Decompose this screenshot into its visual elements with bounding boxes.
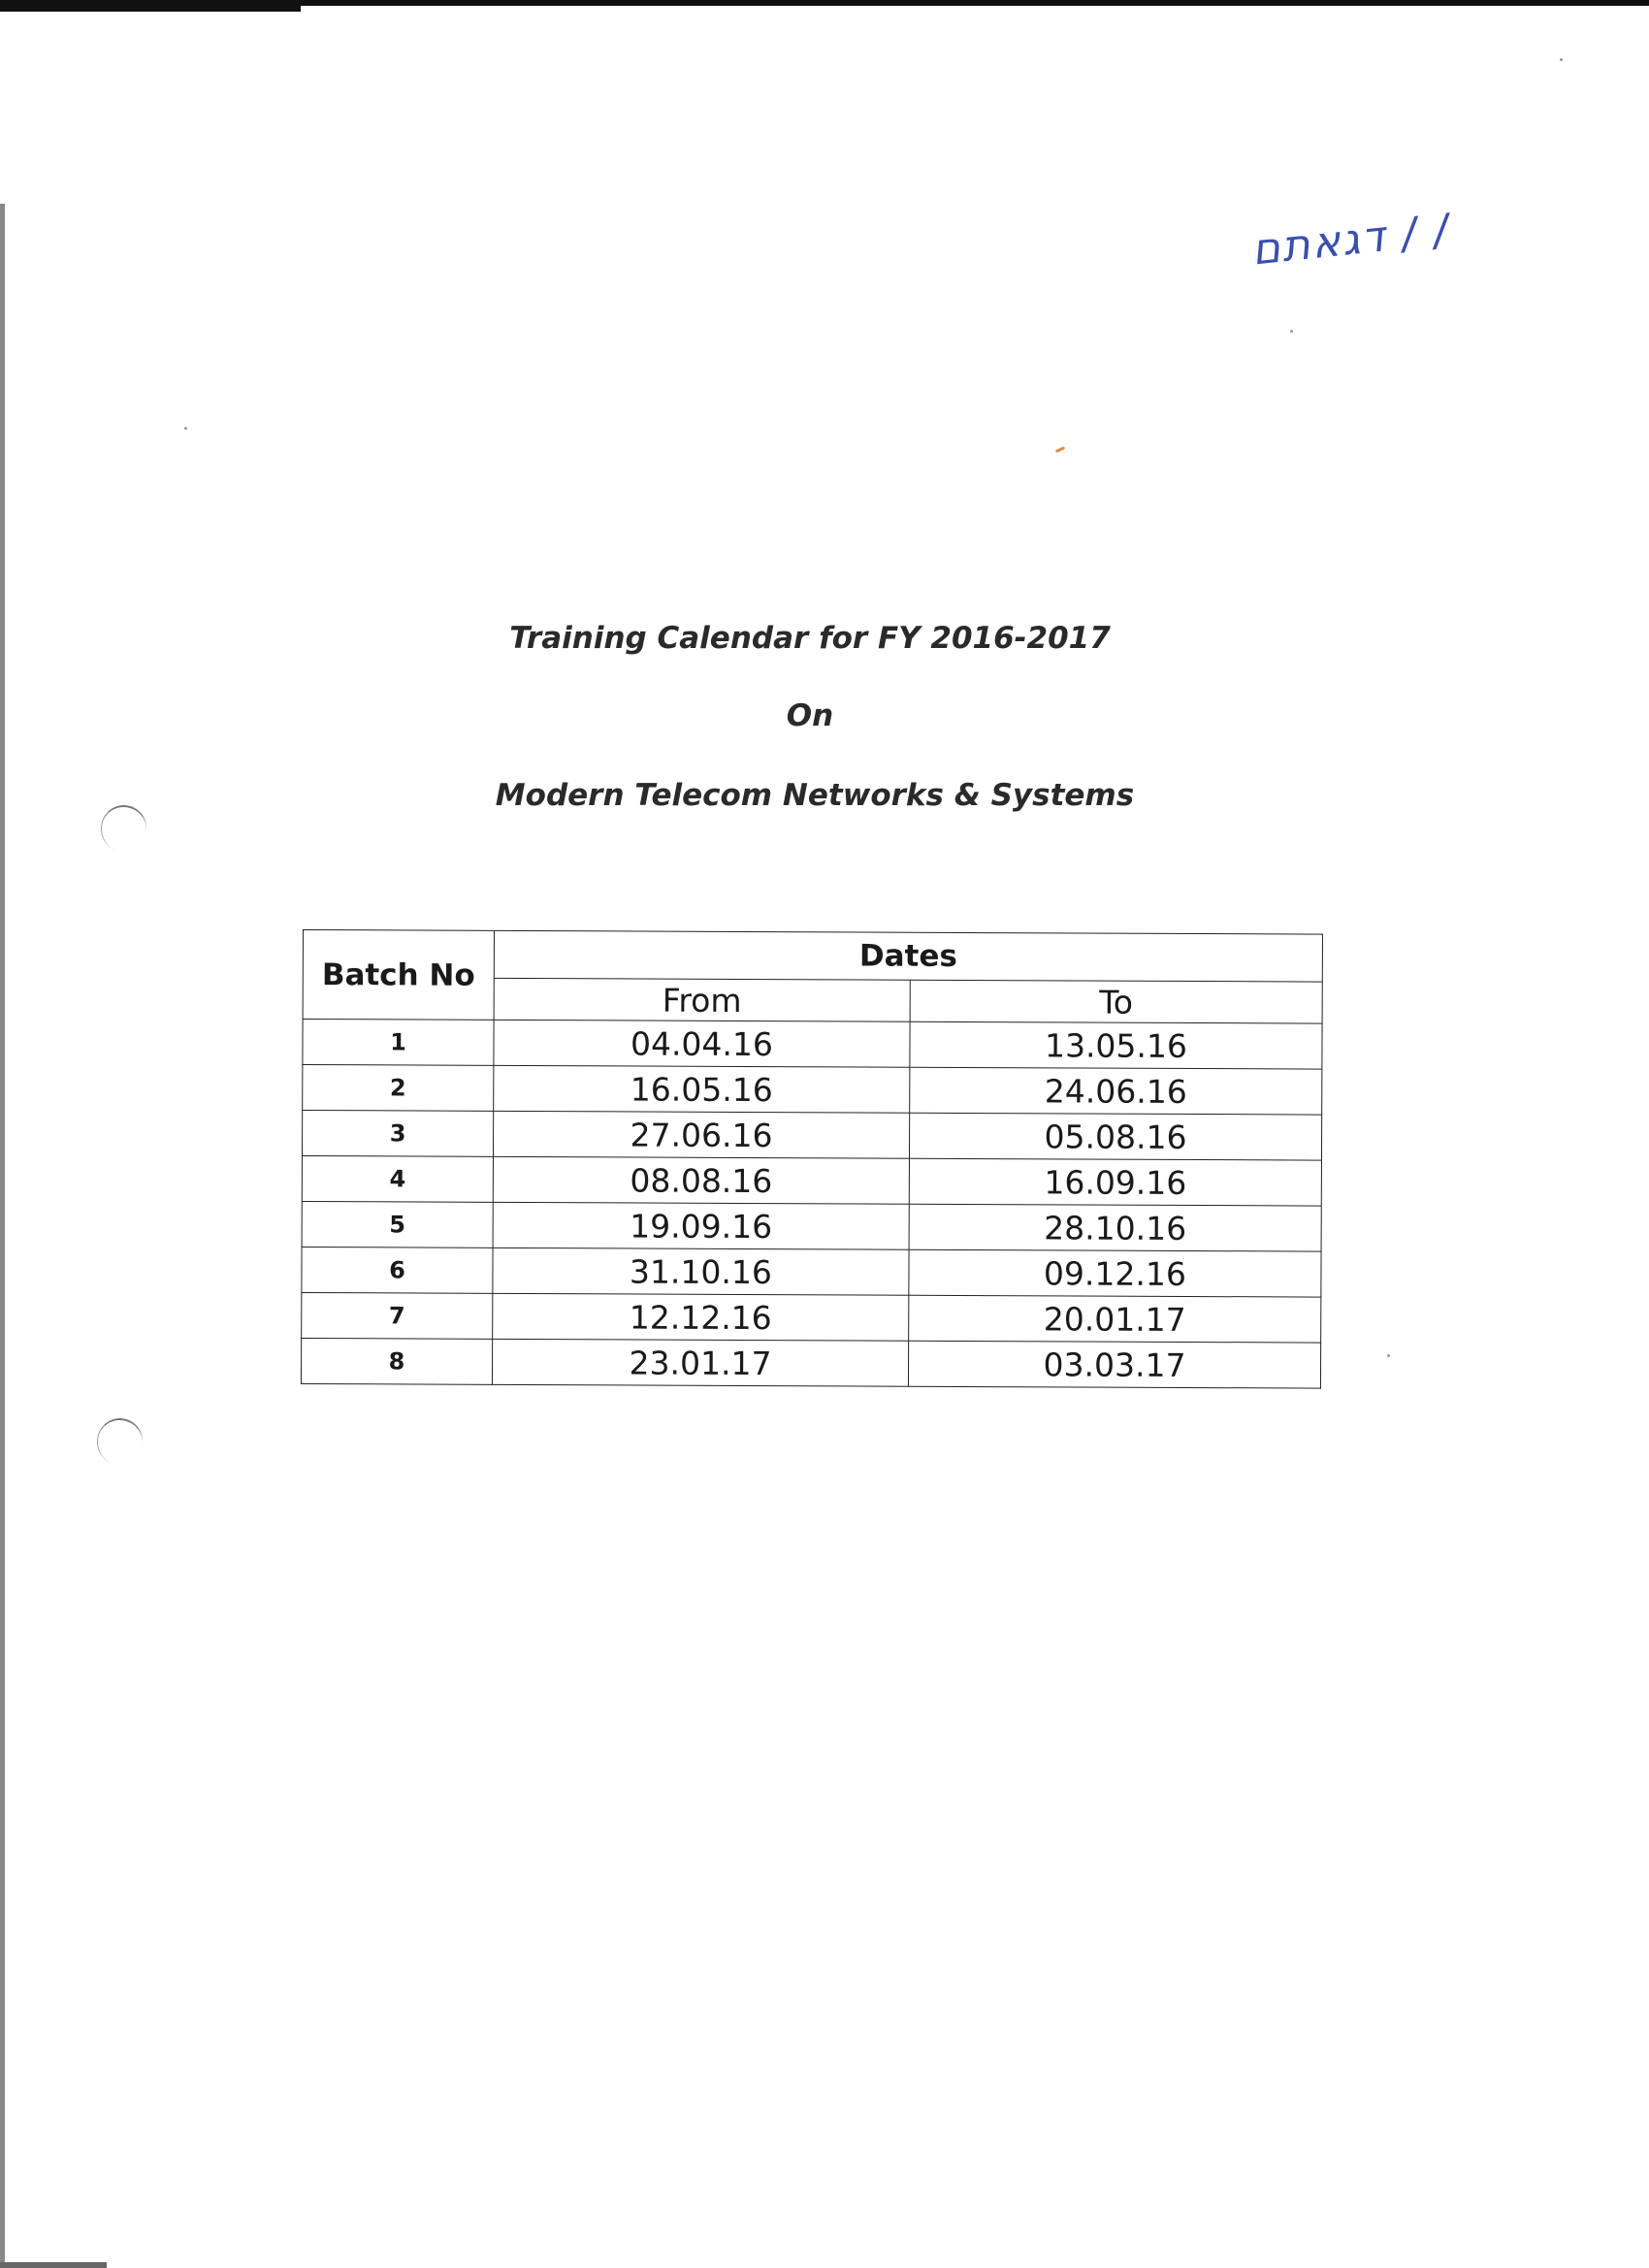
column-header-to: To [910, 980, 1322, 1023]
batch-number-cell: 6 [302, 1247, 493, 1293]
to-date-cell: 03.03.17 [908, 1341, 1320, 1388]
to-date-cell: 24.06.16 [910, 1067, 1322, 1115]
table-row [302, 1247, 1321, 1297]
handwritten-annotation [1249, 205, 1453, 275]
document-title-connector: On [786, 698, 834, 733]
batch-number-cell: 5 [302, 1201, 493, 1247]
scan-speck [184, 427, 187, 430]
table-row [302, 1111, 1321, 1161]
batch-number-cell: 7 [302, 1292, 493, 1339]
to-date-cell: 16.09.16 [909, 1158, 1321, 1206]
to-date-cell: 05.08.16 [909, 1113, 1321, 1160]
table-row [302, 1156, 1321, 1207]
table-row [303, 1065, 1322, 1116]
from-date-cell: 27.06.16 [493, 1111, 909, 1158]
batch-number-cell: 3 [302, 1111, 493, 1157]
batch-number-cell: 1 [303, 1020, 494, 1066]
scan-speck [1055, 446, 1065, 453]
table-row [302, 1292, 1321, 1343]
to-date-cell: 28.10.16 [909, 1204, 1321, 1251]
from-date-cell: 04.04.16 [494, 1020, 910, 1067]
from-date-cell: 31.10.16 [493, 1247, 909, 1295]
table-row [302, 1201, 1321, 1251]
punch-hole-mark [93, 1414, 146, 1468]
scan-speck [1290, 330, 1293, 333]
from-date-cell: 19.09.16 [493, 1202, 909, 1249]
scan-edge-left [0, 204, 5, 2268]
scan-speck [1560, 58, 1563, 61]
document-subtitle: Modern Telecom Networks & Systems [495, 778, 1135, 813]
column-header-dates: Dates [494, 930, 1322, 982]
from-date-cell: 16.05.16 [494, 1065, 910, 1113]
column-header-from: From [494, 978, 910, 1021]
table-row [301, 1338, 1320, 1388]
to-date-cell: 09.12.16 [909, 1249, 1321, 1297]
to-date-cell: 20.01.17 [909, 1295, 1321, 1343]
table-header-row [303, 930, 1322, 983]
batch-number-cell: 2 [303, 1065, 494, 1112]
from-date-cell: 08.08.16 [493, 1156, 909, 1204]
table-row [303, 1020, 1322, 1070]
scan-speck [1387, 1354, 1390, 1357]
training-calendar-table [301, 929, 1323, 1389]
batch-number-cell: 4 [302, 1156, 493, 1203]
column-header-batch: Batch No [303, 930, 494, 1021]
scan-edge-bottom [0, 2262, 107, 2268]
from-date-cell: 23.01.17 [492, 1339, 908, 1386]
batch-number-cell: 8 [301, 1338, 492, 1384]
to-date-cell: 13.05.16 [910, 1021, 1322, 1069]
scan-edge-top-notch [0, 6, 301, 12]
document-title: Training Calendar for FY 2016-2017 [509, 621, 1111, 656]
from-date-cell: 12.12.16 [493, 1293, 909, 1341]
handwritten-mark: דגאתם / / [1248, 205, 1453, 275]
